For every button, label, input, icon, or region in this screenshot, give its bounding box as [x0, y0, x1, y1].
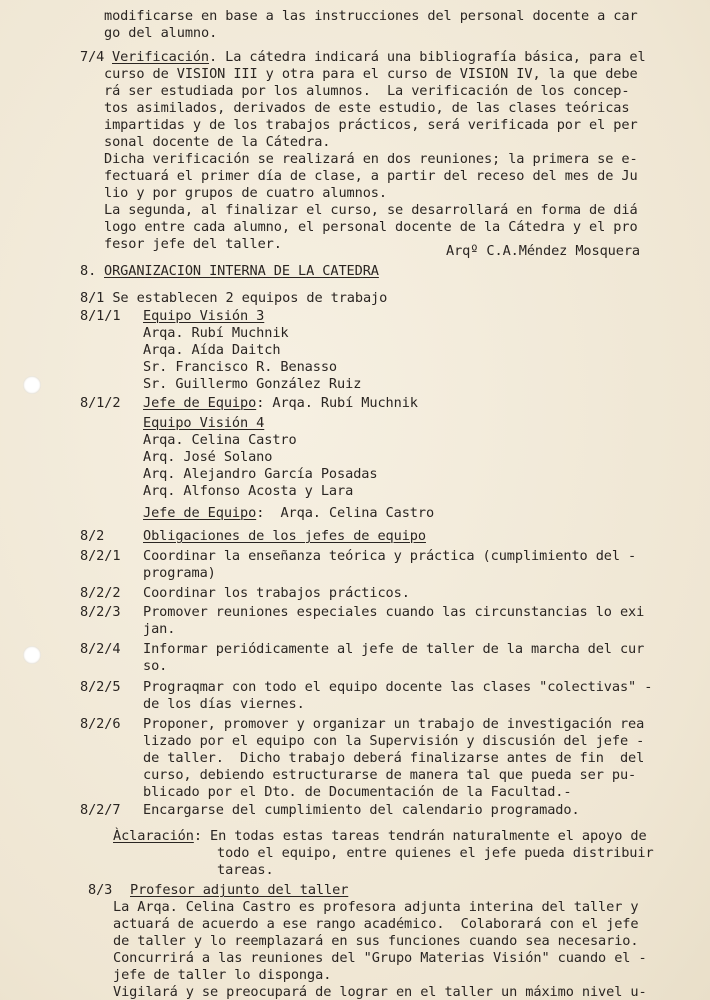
item-number: 8/2/1 — [80, 548, 121, 564]
text-line: Concurrirá a las reuniones del "Grupo Materias Visión" cuando el - — [113, 950, 647, 966]
text-line: de taller y lo reemplazará en sus funciones cuando sea necesario. — [113, 933, 639, 949]
section-number: 8/1/2 — [80, 395, 121, 411]
text-line: fectuará el primer día de clase, a partir del receso del mes de Ju — [104, 168, 638, 184]
clarification-line — [113, 828, 647, 844]
text-line: La Arqa. Celina Castro es profesora adjunta interina del taller y — [113, 899, 639, 915]
text-line: Proponer, promover y organizar un trabajo de investigación rea — [143, 716, 645, 732]
team-leader-line — [143, 505, 434, 521]
text-line: impartidas y de los trabajos prácticos, será verificada por el per — [104, 117, 638, 133]
list-item: Arqa. Aída Daitch — [143, 342, 281, 358]
subsection-heading: Jefe de Equipo — [143, 395, 257, 411]
item-number: 8/2/5 — [80, 679, 121, 695]
text-line: Coordinar la enseñanza teórica y práctica (cumplimiento del - — [143, 548, 637, 564]
list-item: Arq. José Solano — [143, 449, 273, 465]
section-number: 8/3 — [88, 882, 113, 898]
section-heading: Verificación — [112, 49, 210, 65]
list-item: Arq. Alejandro García Posadas — [143, 466, 378, 482]
item-number: 8/2/4 — [80, 641, 121, 657]
text-line: programa) — [143, 565, 216, 581]
text-line: lio y por grupos de cuatro alumnos. — [104, 185, 387, 201]
text-line: sonal docente de la Cátedra. — [104, 134, 331, 150]
list-item: Arq. Alfonso Acosta y Lara — [143, 483, 354, 499]
text-line: todo el equipo, entre quienes el jefe pueda distribuir — [217, 845, 654, 861]
subsection-heading: Jefe de Equipo — [143, 505, 257, 521]
signature: Arqº C.A.Méndez Mosquera — [446, 243, 641, 259]
clarification-heading: Àclaración — [113, 828, 194, 844]
section-number: 8/1/1 — [80, 308, 121, 324]
text-line: fesor jefe del taller. — [104, 236, 282, 252]
text-line: . La cátedra indicará una bibliografía básica, para el — [209, 49, 646, 65]
item-number: 8/2/6 — [80, 716, 121, 732]
text-line: jefe de taller lo disponga. — [113, 967, 332, 983]
text-line: Prograqmar con todo el equipo docente las clases "colectivas" - — [143, 679, 653, 695]
subsection-heading: Equipo Visión 3 — [143, 308, 265, 324]
text-line: de taller. Dicho trabajo deberá finalizarse antes de fin del — [143, 750, 645, 766]
section-heading: ORGANIZACION INTERNA DE LA CATEDRA — [104, 263, 379, 279]
text-line: tareas. — [217, 862, 274, 878]
text-line: : Arqa. Rubí Muchnik — [256, 395, 418, 411]
text-line: La segunda, al finalizar el curso, se desarrollará en forma de diá — [104, 202, 638, 218]
punch-hole — [23, 376, 41, 394]
text-line: : Arqa. Celina Castro — [256, 505, 435, 521]
section-heading-line — [112, 49, 646, 65]
text-line: Coordinar los trabajos prácticos. — [143, 585, 410, 601]
text-line: Vigilará y se preocupará de lograr en el taller un máximo nivel u- — [113, 984, 647, 1000]
text-line: lizado por el equipo con la Supervisión y discusión del jefe - — [143, 733, 645, 749]
section-number: 7/4 — [80, 49, 105, 65]
text-line: curso, debiendo estructurarse de manera tal que pueda ser pu- — [143, 767, 637, 783]
text-line: go del alumno. — [104, 25, 218, 41]
text-line: Promover reuniones especiales cuando las circunstancias lo exi — [143, 604, 645, 620]
text-line: modificarse en base a las instrucciones del personal docente a car — [104, 8, 638, 24]
section-heading: Obligaciones de los jefes de equipo — [143, 528, 426, 544]
text-line: : En todas estas tareas tendrán naturalmente el apoyo de — [193, 828, 647, 844]
text-line: logo entre cada alumno, el personal docente de la Cátedra y el pro — [104, 219, 638, 235]
text-line: jan. — [143, 621, 176, 637]
text-line: blicado por el Dto. de Documentación de la Facultad.- — [143, 784, 572, 800]
text-line: curso de VISION III y otra para el curso de VISION IV, la que debe — [104, 66, 638, 82]
text-line: Informar periódicamente al jefe de taller de la marcha del cur — [143, 641, 645, 657]
section-number: 8. — [80, 263, 97, 279]
text-line: Dicha verificación se realizará en dos reuniones; la primera se e- — [104, 151, 638, 167]
section-heading: Profesor adjunto del taller — [130, 882, 349, 898]
subsection-heading: Equipo Visión 4 — [143, 415, 265, 431]
punch-hole — [23, 646, 41, 664]
text-line: Encargarse del cumplimiento del calendario programado. — [143, 802, 580, 818]
team-leader-line — [143, 395, 418, 411]
text-line: rá ser estudiada por los alumnos. La verificación de los concep- — [104, 83, 630, 99]
list-item: Sr. Francisco R. Benasso — [143, 359, 338, 375]
text-line: 8/1 Se establecen 2 equipos de trabajo — [80, 290, 388, 306]
list-item: Arqa. Celina Castro — [143, 432, 297, 448]
list-item: Arqa. Rubí Muchnik — [143, 325, 289, 341]
item-number: 8/2/7 — [80, 802, 121, 818]
item-number: 8/2/3 — [80, 604, 121, 620]
text-line: de los días viernes. — [143, 696, 305, 712]
text-line: actuará de acuerdo a ese rango académico. Colaborará con el jefe — [113, 916, 639, 932]
list-item: Sr. Guillermo González Ruiz — [143, 376, 362, 392]
item-number: 8/2/2 — [80, 585, 121, 601]
section-number: 8/2 — [80, 528, 105, 544]
text-line: so. — [143, 658, 168, 674]
text-line: tos asimilados, derivados de este estudio, de las clases teóricas — [104, 100, 630, 116]
